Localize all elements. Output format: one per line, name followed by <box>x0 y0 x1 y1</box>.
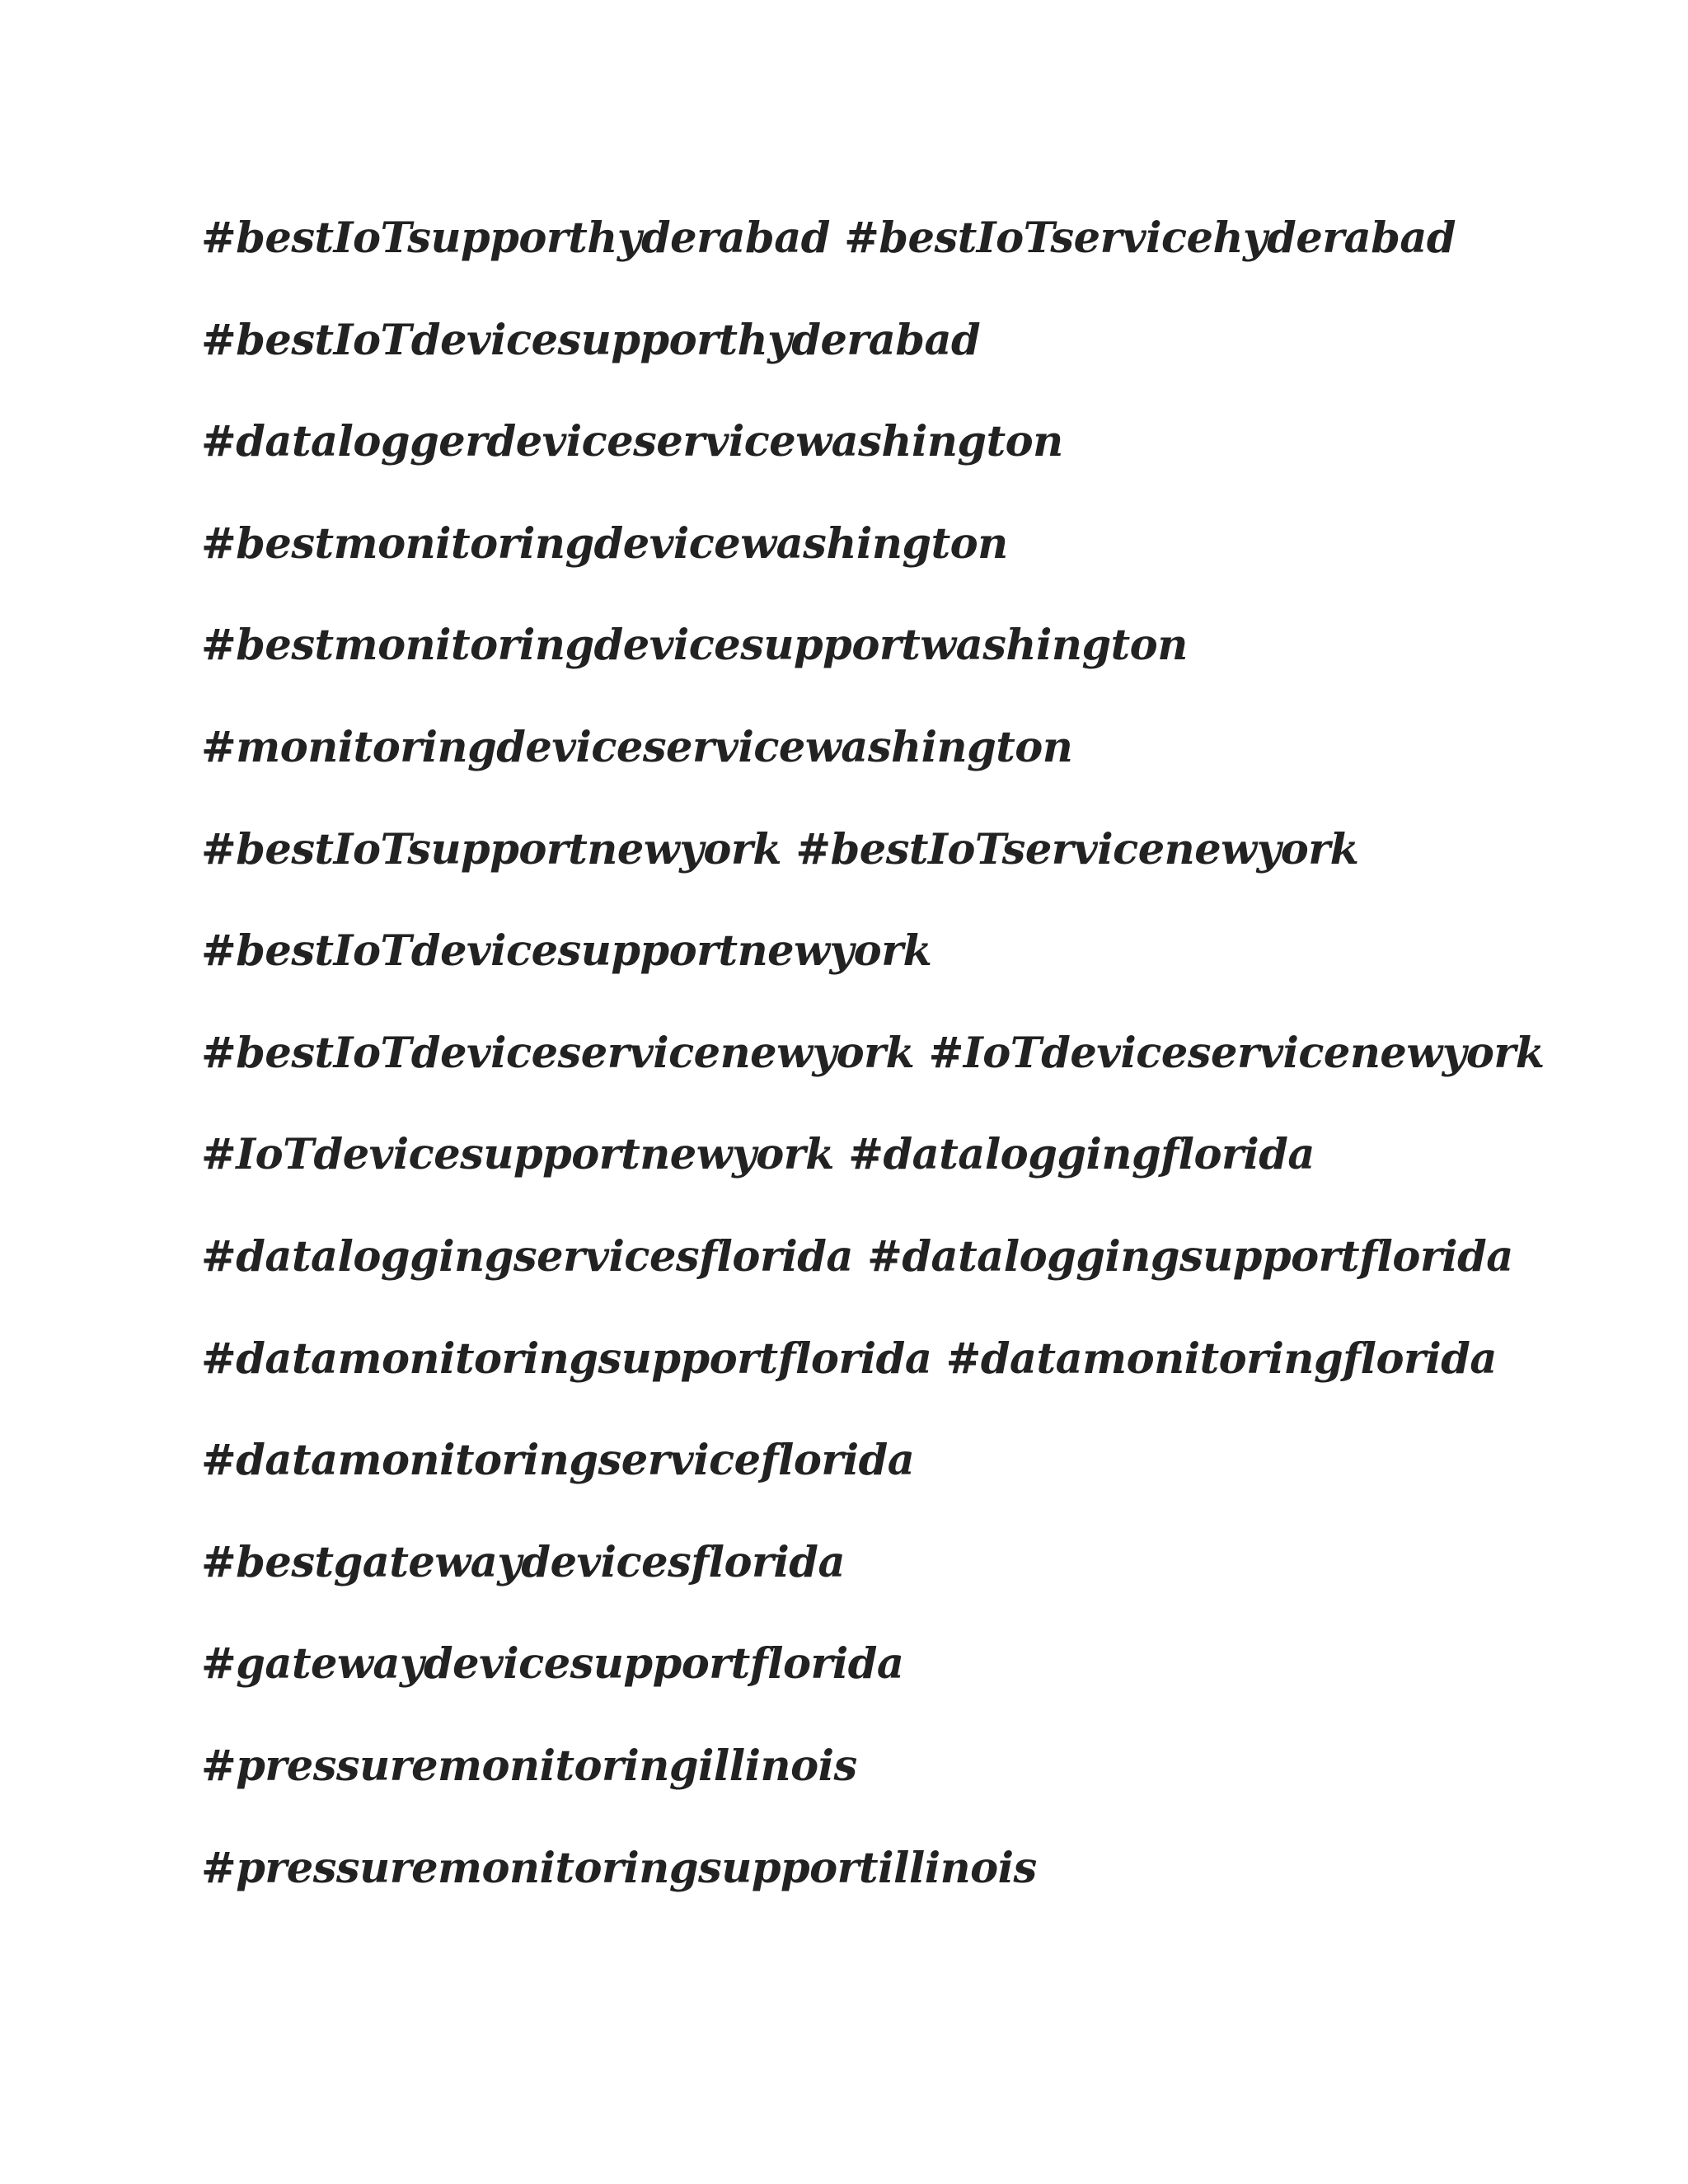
hashtag-line: #bestIoTdevicesupporthyderabad <box>201 315 981 365</box>
hashtag-line: #IoTdevicesupportnewyork #dataloggingflorida <box>201 1130 1315 1180</box>
hashtag-line: #pressuremonitoringillinois <box>201 1741 857 1791</box>
hashtag-line: #bestIoTsupporthyderabad #bestIoTservicehyderabad <box>201 213 1456 263</box>
hashtag-line: #pressuremonitoringsupportillinois <box>201 1843 1037 1893</box>
hashtag-line: #gatewaydevicesupportflorida <box>201 1639 904 1690</box>
hashtag-line: #bestIoTsupportnewyork #bestIoTservicenewyork <box>201 824 1359 874</box>
hashtag-line: #bestIoTdeviceservicenewyork #IoTdeviceservicenewyork <box>201 1028 1545 1078</box>
hashtag-line: #monitoringdeviceservicewashington <box>201 722 1073 772</box>
hashtag-line: #bestIoTdevicesupportnewyork <box>201 926 932 977</box>
hashtag-line: #bestgatewaydevicesflorida <box>201 1537 846 1587</box>
hashtag-list <box>201 188 1602 1919</box>
hashtag-line: #dataloggingservicesflorida #dataloggingsupportflorida <box>201 1231 1513 1282</box>
hashtag-line: #dataloggerdeviceservicewashington <box>201 417 1063 467</box>
hashtag-line: #bestmonitoringdevicewashington <box>201 518 1008 569</box>
hashtag-line: #datamonitoringsupportflorida #datamonitoringflorida <box>201 1333 1497 1384</box>
hashtag-line: #datamonitoringserviceflorida <box>201 1436 915 1486</box>
hashtag-line: #bestmonitoringdevicesupportwashington <box>201 621 1188 671</box>
